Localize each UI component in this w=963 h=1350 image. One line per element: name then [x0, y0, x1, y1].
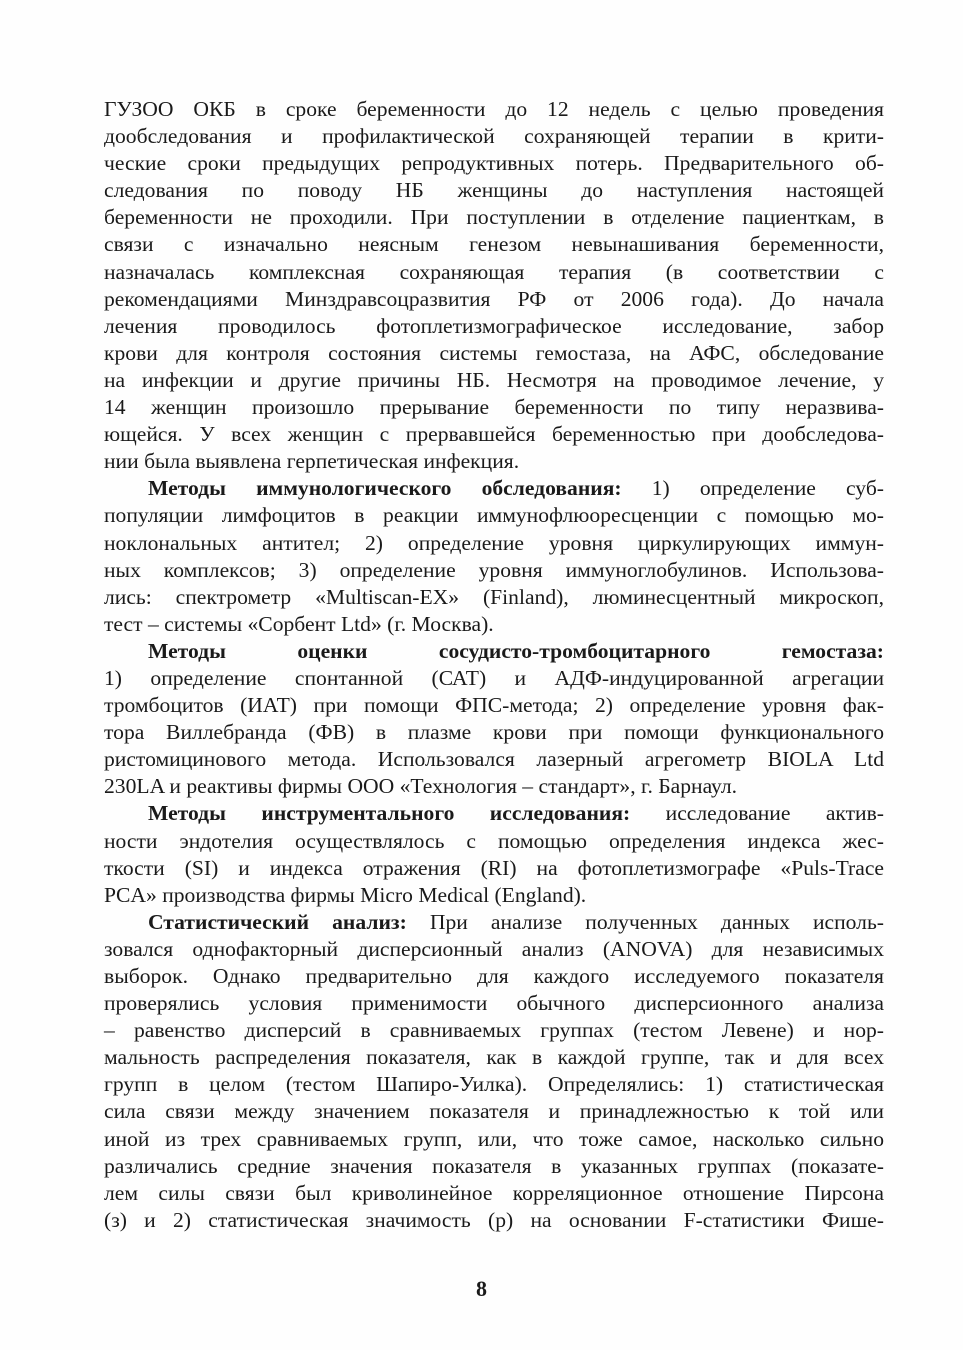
text-line: на инфекции и другие причины НБ. Несмотря на проводимое лечение, у [104, 367, 884, 392]
text-line: – равенство дисперсий в сравниваемых группах (тестом Левене) и нор- [104, 1018, 884, 1043]
text-line: ных комплексов; 3) определение уровня иммуноглобулинов. Использова- [104, 557, 884, 582]
text-line: 14 женщин произошло прерывание беременности по типу неразвива- [104, 395, 884, 420]
text-line: мальность распределения показателя, как в каждой группе, так и для всех [104, 1045, 884, 1070]
text-fragment: исследование актив- [630, 801, 884, 826]
text-line: ноклональных антител; 2) определение уровня циркулирующих иммун- [104, 530, 884, 555]
text-line: групп в целом (тестом Шапиро-Уилка). Определялись: 1) статистическая [104, 1072, 884, 1097]
text-line [104, 475, 884, 502]
text-fragment: 1) определение суб- [621, 476, 884, 501]
text-line: нии была выявлена герпетическая инфекция. [104, 449, 520, 474]
paragraph-immunology [104, 475, 884, 638]
text-line: крови для контроля состояния системы гемостаза, на АФС, обследование [104, 340, 884, 365]
text-line: сила связи между значением показателя и принадлежностью к той или [104, 1099, 884, 1124]
text-line: различались средние значения показателя в указанных группах (показате- [104, 1153, 884, 1178]
text-line: ческие сроки предыдущих репродуктивных потерь. Предварительного об- [104, 151, 884, 176]
paragraph-instrumental [104, 800, 884, 908]
text-line: следования по поводу НБ женщины до наступления настоящей [104, 178, 884, 203]
text-line: назначалась комплексная сохраняющая терапия (в соответствии с [104, 259, 884, 284]
text-line: дообследования и профилактической сохраняющей терапии в крити- [104, 124, 884, 149]
text-line [104, 909, 884, 936]
text-line: иной из трех сравниваемых групп, или, что тоже самое, насколько сильно [104, 1126, 884, 1151]
paragraph-intro [104, 96, 884, 475]
text-line: (з) и 2) статистическая значимость (р) на основании F-статистики Фише- [104, 1207, 884, 1232]
paragraph-hemostasis [104, 638, 884, 801]
text-line: ГУЗОО ОКБ в сроке беременности до 12 недель с целью проведения [104, 97, 884, 121]
text-line: тора Виллебранда (ФВ) в плазме крови при помощи функционального [104, 720, 884, 745]
text-line: 230LA и реактивы фирмы ООО «Технология – стандарт», г. Барнаул. [104, 774, 738, 799]
text-line: зовался однофакторный дисперсионный анализ (ANOVA) для независимых [104, 936, 884, 961]
text-line: проверялись условия применимости обычного дисперсионного анализа [104, 991, 884, 1016]
text-fragment: При анализе полученных данных исполь- [406, 909, 884, 934]
text-line: ристомицинового метода. Использовался лазерный агрегометр BIOLA Ltd [104, 747, 884, 772]
section-heading-hemostasis: Методы оценки сосудисто-тромбоцитарного гемостаза: [148, 638, 884, 663]
text-line: ности эндотелия осуществлялось с помощью определения индекса жес- [104, 828, 884, 853]
section-heading-immunology: Методы иммунологического обследования: [148, 476, 622, 501]
text-line: лем силы связи был криволинейное корреляционное отношение Пирсона [104, 1180, 884, 1205]
text-line: PCA» производства фирмы Micro Medical (England). [104, 882, 587, 907]
text-line: связи с изначально неясным генезом невынашивания беременности, [104, 232, 884, 257]
text-line: рекомендациями Минздравсоцразвития РФ от 2006 года). До начала [104, 286, 884, 311]
text-line: беременности не проходили. При поступлении в отделение пациенткам, в [104, 205, 884, 230]
text-line: ткости (SI) и индекса отражения (RI) на фотоплетизмографе «Puls-Trace [104, 855, 884, 880]
section-heading-instrumental: Методы инструментального исследования: [148, 801, 631, 826]
text-line: ющейся. У всех женщин с прервавшейся беременностью при дообследова- [104, 422, 884, 447]
text-line: лись: спектрометр «Multiscan-EX» (Finland), люминесцентный микроскоп, [104, 584, 884, 609]
text-line: выборок. Однако предварительно для каждого исследуемого показателя [104, 964, 884, 988]
text-line [104, 638, 884, 665]
text-line [104, 800, 884, 827]
section-heading-statistics: Статистический анализ: [148, 909, 407, 934]
page-number: 8 [476, 1276, 487, 1301]
body-text [104, 96, 884, 1234]
text-line: лечения проводилось фотоплетизмографическое исследование, забор [104, 313, 884, 338]
paragraph-statistics [104, 909, 884, 1234]
text-line: тромбоцитов (ИАТ) при помощи ФПС-метода; 2) определение уровня фак- [104, 693, 884, 718]
text-line: 1) определение спонтанной (САТ) и АДФ-индуцированной агрегации [104, 665, 884, 690]
text-line: тест – системы «Сорбент Ltd» (г. Москва). [104, 611, 494, 636]
text-line: популяции лимфоцитов в реакции иммунофлюоресценции с помощью мо- [104, 503, 884, 528]
